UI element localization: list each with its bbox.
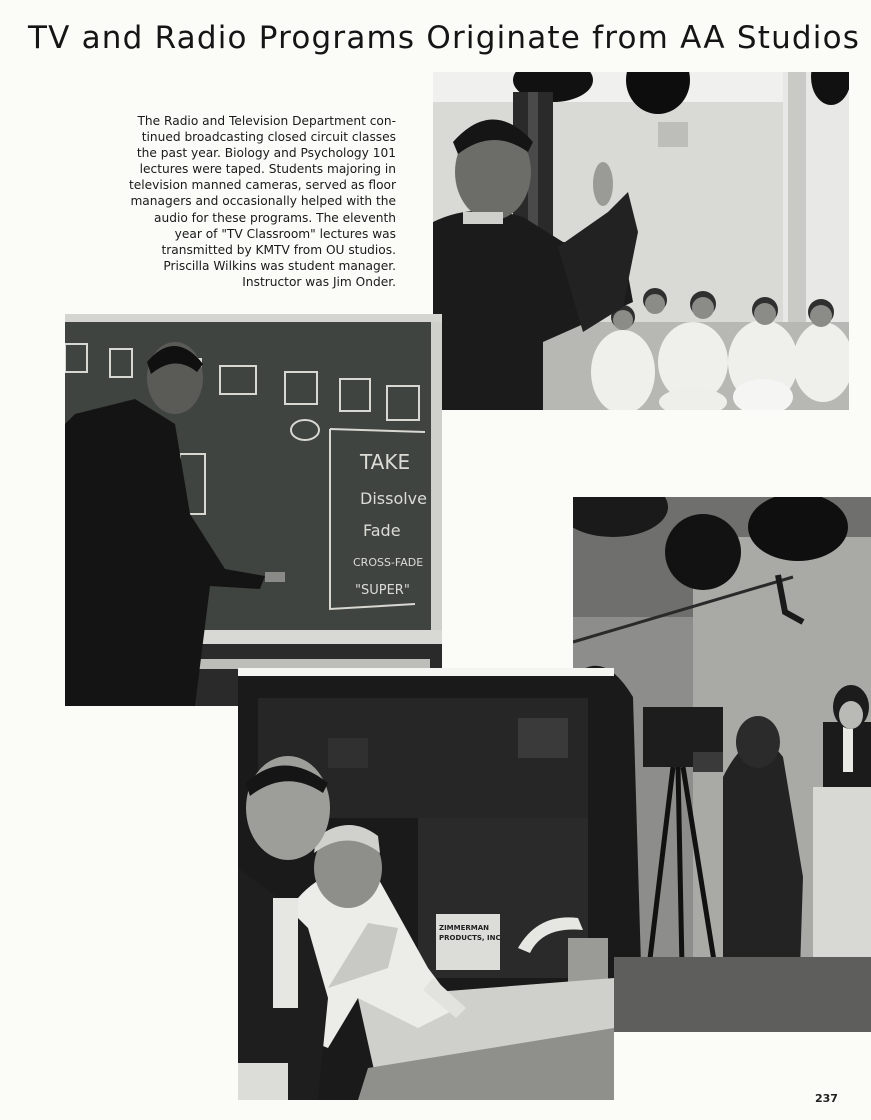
- page-title: TV and Radio Programs Originate from AA Studios: [28, 20, 861, 56]
- control-room-illustration: [238, 668, 614, 1100]
- board-word-crossfade: CROSS-FADE: [353, 556, 424, 569]
- board-word-super: "SUPER": [355, 583, 410, 598]
- photo-control-room: [238, 668, 614, 1100]
- board-word-fade: Fade: [363, 521, 401, 540]
- chalkboard-illustration: [65, 314, 442, 706]
- lecture-illustration: [433, 72, 849, 410]
- caption-line: tinued broadcasting closed circuit classes: [141, 130, 396, 145]
- caption-line: year of "TV Classroom" lectures was: [174, 226, 396, 241]
- photo-chalkboard: [65, 314, 442, 706]
- studio-illustration: [573, 497, 871, 1032]
- caption-line: audio for these programs. The eleventh: [154, 210, 396, 225]
- caption-line: lectures were taped. Students majoring in: [139, 162, 396, 177]
- equipment-label-line-2: PRODUCTS, INC.: [439, 934, 504, 942]
- equipment-label-line-1: ZIMMERMAN: [439, 924, 490, 932]
- caption-line: The Radio and Television Department con-: [137, 114, 396, 128]
- caption-line: the past year. Biology and Psychology 101: [136, 146, 396, 161]
- caption-line: television manned cameras, served as floor: [128, 178, 396, 193]
- board-word-dissolve: Dissolve: [360, 489, 427, 508]
- photo-lecture: [433, 72, 849, 410]
- page-number: 237: [815, 1092, 838, 1105]
- board-word-take: TAKE: [360, 450, 411, 474]
- caption-text: [86, 113, 396, 290]
- caption-line: Priscilla Wilkins was student manager.: [163, 258, 396, 273]
- caption-line: managers and occasionally helped with the: [130, 194, 396, 209]
- caption-line: transmitted by KMTV from OU studios.: [161, 242, 396, 257]
- caption-line: Instructor was Jim Onder.: [242, 274, 396, 289]
- photo-studio: [573, 497, 871, 1032]
